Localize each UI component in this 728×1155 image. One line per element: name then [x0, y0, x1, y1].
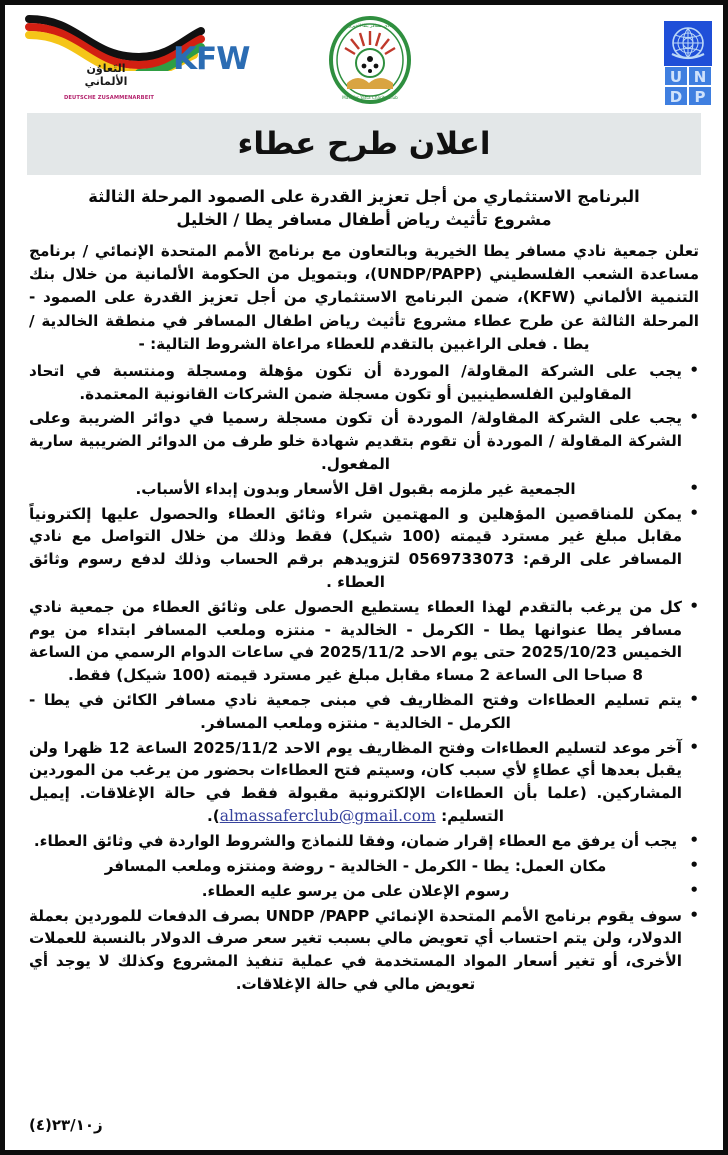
term-item-9: • مكان العمل: يطا - الكرمل - الخالدية - روضة ومنتزه وملعب المسافر — [29, 855, 699, 878]
term-7-text-before-email: آخر موعد لتسليم العطاءات وفتح المظاريف يوم الاحد 2025/11/2 الساعة 12 ظهرا ولن يقبل بعدها أي عطاءٍ لأي سبب كان، وسيتم فتح العطاءات بحضور من يرغب من الموردين المشاركين. (علما بأن العطاءات الإلكترونية مقبولة فقط في حالة الإغلاقات. إيميل التسليم: — [29, 738, 682, 825]
term-item-5: • كل من يرغب بالتقدم لهذا العطاء يستطيع الحصول على وثائق العطاء من جمعية نادي مسافر يطا عنوانها يطا - الكرمل - الخالدية - منتزه وملعب المسافر ابتداء من يوم الخميس 2025/10/23 حتى يوم الاحد 2025/11/2 في ساعات الدوام الرسمي من الساعة 8 صباحا الى الساعة 2 مساء مقابل مبلغ غير مسترد قيمته (100 شيكل) فقط. — [29, 596, 699, 687]
term-item-10: • رسوم الإعلان على من يرسو عليه العطاء. — [29, 880, 699, 903]
term-7-text-after-email: ). — [206, 806, 220, 825]
term-item-1: • يجب على الشركة المقاولة/ الموردة أن تكون مؤهلة ومسجلة ومنتسبة في اتحاد المقاولين الفلسطينيين أو تكون مسجلة ضمن الشركات القانونية المعتمدة. — [29, 360, 699, 406]
term-item-7 — [29, 737, 699, 829]
title-banner — [27, 113, 701, 175]
announcement-content — [5, 175, 723, 996]
undp-letter-u: U — [664, 66, 688, 86]
terms-list — [29, 360, 699, 996]
page-title: اعلان طرح عطاء — [237, 126, 491, 162]
subtitle-line-1: البرنامج الاستثماري من أجل تعزيز القدرة على الصمود المرحلة الثالثة — [88, 187, 640, 206]
term-item-4: • يمكن للمناقصين المؤهلين و المهتمين شراء وثائق العطاء والحصول عليها إلكترونياً مقابل مبلغ غير مسترد قيمته (100 شيكل) فقط وذلك من خلال التواصل مع نادي المسافر على الرقم: 0569733073 لتزويدهم برقم الحساب وذلك لدفع رسوم وثائق العطاء . — [29, 503, 699, 594]
logo-strip — [5, 5, 723, 113]
undp-letter-p: P — [688, 86, 712, 106]
kfw-logo: KFW — [173, 41, 250, 77]
footer-reference-code: ز٢٣/١٠(٤) — [29, 1116, 103, 1134]
undp-letter-n: N — [688, 66, 712, 86]
subtitle-line-2: مشروع تأثيث رياض أطفال مسافر يطا / الخليل — [176, 210, 552, 230]
term-item-6: • يتم تسليم العطاءات وفتح المظاريف في مبنى جمعية نادي مسافر الكائن في يطا - الكرمل - الخالدية - منتزه وملعب المسافر. — [29, 689, 699, 735]
undp-logo — [664, 21, 712, 107]
term-item-3: • الجمعية غير ملزمه بقبول اقل الأسعار وبدون إبداء الأسباب. — [29, 478, 699, 501]
club-emblem-icon — [327, 15, 413, 105]
subtitle-block — [29, 185, 699, 231]
undp-letter-d: D — [664, 86, 688, 106]
intro-paragraph: تعلن جمعية نادي مسافر يطا الخيرية وبالتعاون مع برنامج الأمم المتحدة الإنمائي / برنامج مساعدة الشعب الفلسطيني (UNDP/PAPP)، وبتمويل من الحكومة الألمانية من خلال بنك التنمية الألماني (KFW)، ضمن البرنامج الاستثماري من أجل تعزيز القدرة على الصمود - المرحلة الثالثة عن طرح عطاء مشروع تأثيث رياض اطفال المسافر في منطقة الخالدية /يطا . فعلى الراغبين بالتقدم للعطاء مراعاة الشروط التالية: - — [29, 242, 699, 353]
german-cooperation-arabic-caption: التَعاوُن الألماني — [84, 62, 128, 88]
masafer-yatta-club-emblem — [327, 15, 413, 105]
german-cooperation-german-caption: DEUTSCHE ZUSAMMENARBEIT — [63, 95, 155, 101]
svg-text:نادي مسافر يطا الخيري: نادي مسافر يطا الخيري — [347, 24, 393, 29]
undp-letter-grid — [664, 66, 712, 106]
term-item-2: • يجب على الشركة المقاولة/ الموردة أن تكون مسجلة رسميا في دوائر الضريبة وعلى الشركة المقاولة / الموردة أن تقوم بتقديم شهادة خلو طرف من الدوائر الضريبية سارية المفعول. — [29, 407, 699, 475]
term-item-11: • سوف يقوم برنامج الأمم المتحدة الإنمائي UNDP /PAPP بصرف الدفعات للموردين بعملة الدولار، ولن يتم احتساب أي تعويض مالي بسبب تغير سعر صرف الدولار بالنسبة للعملات الأخرى، أو تغير أسعار المواد المستخدمة في عملية تنفيذ المشروع وكذلك لا يوجد أي تعويض مالي في حالة الإغلاقات. — [29, 905, 699, 996]
svg-text:Masafer Yatta Charity Club: Masafer Yatta Charity Club — [342, 95, 398, 100]
submission-email-link[interactable]: almassaferclub@gmail.com — [219, 806, 436, 825]
un-emblem-icon — [664, 21, 712, 66]
term-item-8: • يجب أن يرفق مع العطاء إقرار ضمان، وفقا للنماذج والشروط الواردة في وثائق العطاء. — [29, 830, 699, 853]
